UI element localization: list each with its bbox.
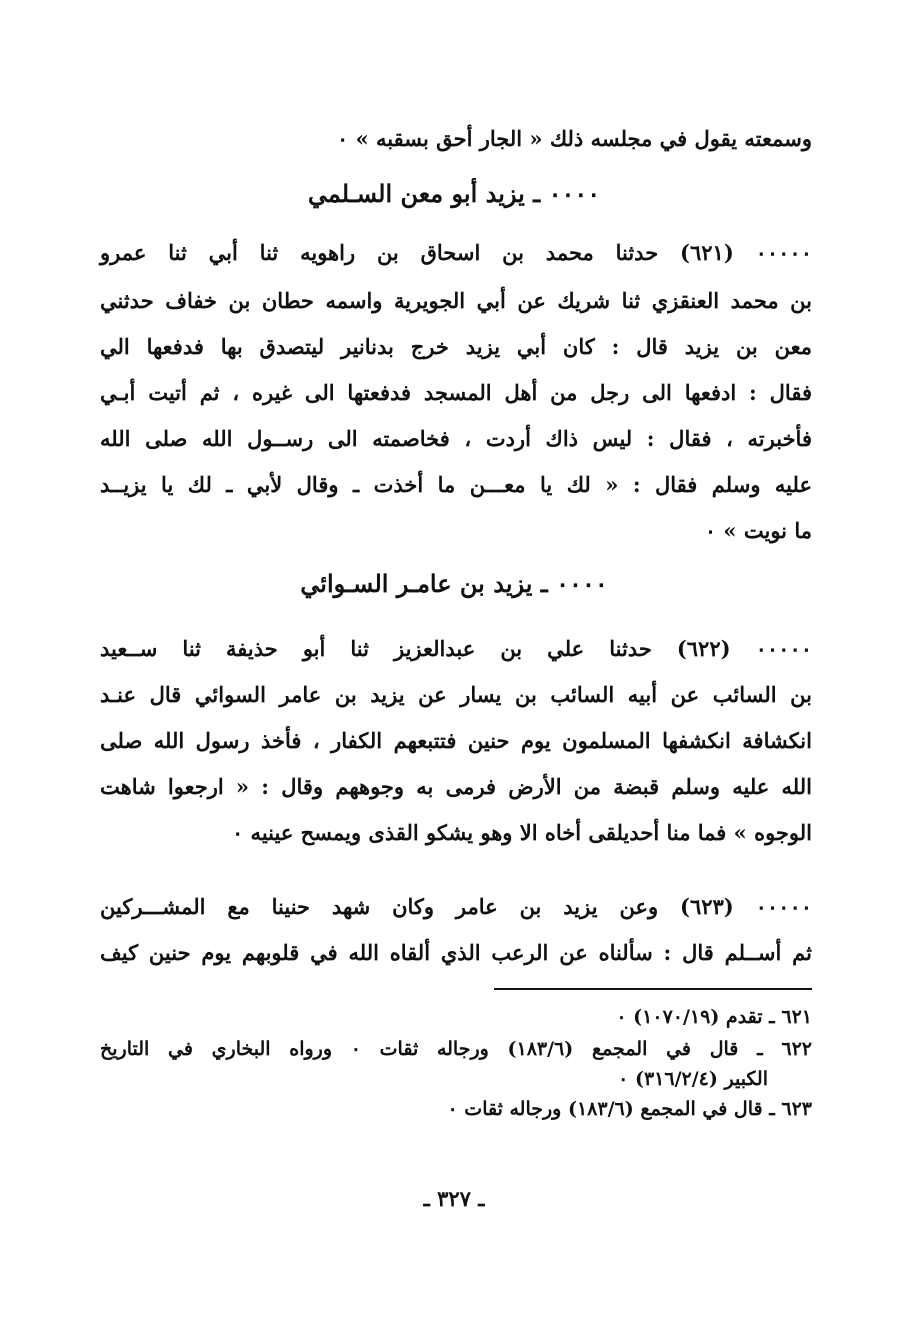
hadith-622-line-2: بن السائب عن أبيه السائب بن يسار عن يزيد بن عامر السوائي قال عنـد <box>100 682 812 707</box>
hadith-623-line-2: ثم أســلم قال : سألناه عن الرعب الذي ألقاه الله في قلوبهم يوم حنين كيف <box>100 940 812 965</box>
page-number: ـ ٣٢٧ ـ <box>423 1186 485 1211</box>
continuation-line: وسمعته يقول في مجلسه ذلك « الجار أحق بسقبه » ٠ <box>336 126 812 151</box>
hadith-622-line-3: انكشافة انكشفها المسلمون يوم حنين فتتبعهم الكفار ، فأخذ رسول الله صلى <box>100 728 812 753</box>
footnote-divider <box>494 988 812 990</box>
hadith-622-line-4: الله عليه وسلم قبضة من الأرض فرمى به وجوههم وقال : « ارجعوا شاهت <box>100 774 812 799</box>
hadith-621-line-4: فقال : ادفعها الى رجل من أهل المسجد فدفعتها الى غيره ، ثم أتيت أبـي <box>100 380 812 405</box>
hadith-621-line-3: معن بن يزيد قال : كان أبي يزيد خرج بدنانير ليتصدق بها فدفعها الي <box>100 334 812 359</box>
hadith-622-line-5: الوجوه » فما منا أحديلقى أخاه الا وهو يشكو القذى ويمسح عينيه ٠ <box>231 820 812 845</box>
section-heading-yazid-abu-maan: ٠٠٠٠ ـ يزيد أبو معن السـلمي <box>307 179 601 208</box>
hadith-621-line-1: ٠٠٠٠٠ (٦٢١) حدثنا محمد بن اسحاق بن راهويه ثنا أبي ثنا عمرو <box>100 240 812 265</box>
hadith-623-line-1: ٠٠٠٠٠ (٦٢٣) وعن يزيد بن عامر وكان شهد حنينا مع المشـــركين <box>100 894 813 919</box>
footnote-622: ٦٢٢ ـ قال في المجمع (١٨٣/٦) ورجاله ثقات ٠ ورواه البخاري في التاريخ <box>100 1038 812 1060</box>
hadith-621-line-6: عليه وسلم فقال : « لك يا معـــن ما أخذت ـ وقال لأبي ـ لك يا يزيــد <box>100 472 812 497</box>
section-heading-yazid-ibn-amir: ٠٠٠٠ ـ يزيد بن عامـر السـوائي <box>300 569 608 598</box>
footnote-623: ٦٢٣ ـ قال في المجمع (١٨٣/٦) ورجاله ثقات ٠ <box>447 1098 812 1120</box>
hadith-621-line-2: بن محمد العنقزي ثنا شريك عن أبي الجويرية واسمه حطان بن خفاف حدثني <box>100 288 812 313</box>
hadith-621-line-5: فأخبرته ، فقال : ليس ذاك أردت ، فخاصمته الى رســول الله صلى الله <box>100 426 812 451</box>
footnote-621: ٦٢١ ـ تقدم (١٠٧٠/١٩) ٠ <box>616 1006 812 1028</box>
hadith-621-line-7: ما نويت » ٠ <box>704 518 812 543</box>
footnote-622-continuation: الكبير (٣١٦/٢/٤) ٠ <box>618 1068 768 1090</box>
hadith-622-line-1: ٠٠٠٠٠ (٦٢٢) حدثنا علي بن عبدالعزيز ثنا أبو حذيفة ثنا ســعيد <box>100 636 813 661</box>
